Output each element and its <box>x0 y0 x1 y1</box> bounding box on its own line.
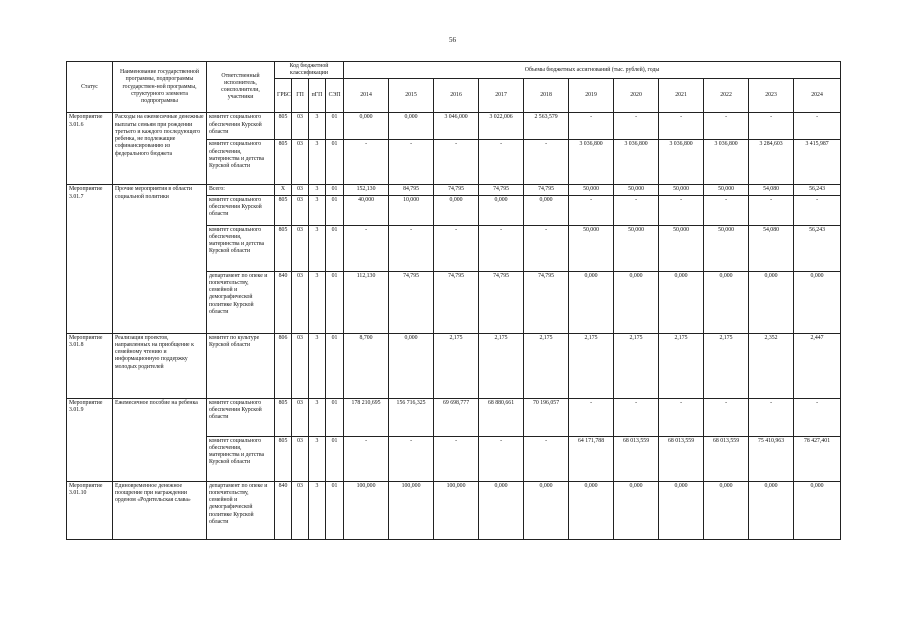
code-cell: 01 <box>326 398 344 436</box>
header-year: 2018 <box>524 79 569 113</box>
value-cell: 0,000 <box>749 271 794 333</box>
value-cell: - <box>434 140 479 185</box>
value-cell: 2,447 <box>794 333 841 398</box>
value-cell: 112,130 <box>344 271 389 333</box>
header-year: 2017 <box>479 79 524 113</box>
value-cell: 0,000 <box>659 271 704 333</box>
value-cell: 2,175 <box>659 333 704 398</box>
value-cell: - <box>569 398 614 436</box>
header-year: 2022 <box>704 79 749 113</box>
value-cell: 100,000 <box>389 481 434 539</box>
header-budget-code: Код бюджетной классификации <box>275 62 344 79</box>
executor-cell: комитет социального обеспечения, материнства и детства Курской области <box>207 140 275 185</box>
executor-cell: комитет по культуре Курской области <box>207 333 275 398</box>
value-cell: 74,795 <box>479 185 524 195</box>
value-cell: 0,000 <box>524 481 569 539</box>
value-cell: - <box>344 436 389 481</box>
value-cell: 152,130 <box>344 185 389 195</box>
value-cell: 0,000 <box>479 195 524 225</box>
executor-cell: департамент по опеке и попечительству, семейной и демографической политике Курской области <box>207 481 275 539</box>
name-cell: Расходы на ежемесячные денежные выплаты семьям при рождении третьего и каждого последующего ребенка, не подлежащие софинансированию из федерального бюджета <box>113 113 207 185</box>
value-cell: 2,175 <box>569 333 614 398</box>
value-cell: 68 013,559 <box>659 436 704 481</box>
code-cell: 03 <box>292 436 309 481</box>
value-cell: - <box>434 225 479 271</box>
code-cell: 01 <box>326 481 344 539</box>
value-cell: 50,000 <box>569 225 614 271</box>
header-code-col: ГРБС <box>275 79 292 113</box>
code-cell: 840 <box>275 481 292 539</box>
value-cell: - <box>659 113 704 140</box>
value-cell: 50,000 <box>614 225 659 271</box>
value-cell: - <box>389 436 434 481</box>
value-cell: 100,000 <box>344 481 389 539</box>
value-cell: 64 171,788 <box>569 436 614 481</box>
value-cell: - <box>569 195 614 225</box>
value-cell: 74,795 <box>434 185 479 195</box>
value-cell: 50,000 <box>569 185 614 195</box>
value-cell: 3 415,987 <box>794 140 841 185</box>
code-cell: 01 <box>326 113 344 140</box>
value-cell: - <box>794 398 841 436</box>
value-cell: 68 013,559 <box>704 436 749 481</box>
value-cell: - <box>479 436 524 481</box>
value-cell: 0,000 <box>344 113 389 140</box>
value-cell: 40,000 <box>344 195 389 225</box>
value-cell: 70 196,057 <box>524 398 569 436</box>
code-cell: 03 <box>292 195 309 225</box>
value-cell: 3 046,000 <box>434 113 479 140</box>
header-year: 2021 <box>659 79 704 113</box>
code-cell: 3 <box>309 195 326 225</box>
code-cell: 3 <box>309 481 326 539</box>
code-cell: 03 <box>292 398 309 436</box>
status-cell: Мероприятие 3.01.9 <box>67 398 113 481</box>
header-year: 2023 <box>749 79 794 113</box>
value-cell: 50,000 <box>614 185 659 195</box>
value-cell: - <box>704 195 749 225</box>
value-cell: 74,795 <box>524 185 569 195</box>
header-volumes: Объемы бюджетных ассигнований (тыс. рублей), годы <box>344 62 841 79</box>
value-cell: 0,000 <box>389 333 434 398</box>
header-status: Статус <box>67 62 113 113</box>
value-cell: 84,795 <box>389 185 434 195</box>
value-cell: - <box>524 225 569 271</box>
code-cell: 3 <box>309 436 326 481</box>
value-cell: 0,000 <box>704 271 749 333</box>
value-cell: 68 880,661 <box>479 398 524 436</box>
code-cell: 03 <box>292 113 309 140</box>
value-cell: 2,175 <box>704 333 749 398</box>
value-cell: - <box>389 225 434 271</box>
value-cell: 54,080 <box>749 185 794 195</box>
value-cell: 78 427,401 <box>794 436 841 481</box>
code-cell: 805 <box>275 398 292 436</box>
code-cell: 805 <box>275 225 292 271</box>
value-cell: 8,700 <box>344 333 389 398</box>
value-cell: - <box>344 225 389 271</box>
value-cell: - <box>434 436 479 481</box>
value-cell: 68 013,559 <box>614 436 659 481</box>
code-cell: 3 <box>309 398 326 436</box>
value-cell: 75 410,963 <box>749 436 794 481</box>
header-year: 2016 <box>434 79 479 113</box>
value-cell: - <box>479 140 524 185</box>
budget-table <box>66 61 841 540</box>
value-cell: 3 036,800 <box>614 140 659 185</box>
code-cell: 01 <box>326 185 344 195</box>
table-row <box>67 481 841 539</box>
value-cell: 74,795 <box>389 271 434 333</box>
name-cell: Прочие мероприятия в области социальной политики <box>113 185 207 333</box>
code-cell: 3 <box>309 113 326 140</box>
code-cell: 03 <box>292 271 309 333</box>
value-cell: 2,175 <box>434 333 479 398</box>
value-cell: 2 563,579 <box>524 113 569 140</box>
code-cell: 01 <box>326 333 344 398</box>
header-code-col: ГП <box>292 79 309 113</box>
executor-cell: Всего: <box>207 185 275 195</box>
code-cell: 805 <box>275 436 292 481</box>
value-cell: - <box>479 225 524 271</box>
executor-cell: департамент по опеке и попечительству, семейной и демографической политике Курской области <box>207 271 275 333</box>
code-cell: 01 <box>326 436 344 481</box>
value-cell: 3 036,800 <box>659 140 704 185</box>
value-cell: 0,000 <box>794 271 841 333</box>
value-cell: - <box>704 113 749 140</box>
code-cell: 3 <box>309 140 326 185</box>
value-cell: - <box>749 113 794 140</box>
header-year: 2019 <box>569 79 614 113</box>
code-cell: 01 <box>326 140 344 185</box>
value-cell: - <box>614 195 659 225</box>
value-cell: 56,243 <box>794 225 841 271</box>
value-cell: - <box>749 398 794 436</box>
code-cell: 806 <box>275 333 292 398</box>
code-cell: 3 <box>309 185 326 195</box>
executor-cell: комитет социального обеспечения, материнства и детства Курской области <box>207 436 275 481</box>
code-cell: 03 <box>292 185 309 195</box>
value-cell: - <box>524 436 569 481</box>
code-cell: 840 <box>275 271 292 333</box>
executor-cell: комитет социального обеспечения Курской области <box>207 398 275 436</box>
value-cell: 54,080 <box>749 225 794 271</box>
table-row <box>67 398 841 436</box>
value-cell: 0,000 <box>389 113 434 140</box>
name-cell: Реализация проектов, направленных на приобщение к семейному чтению и информационную поддержку молодых родителей <box>113 333 207 398</box>
table-row <box>67 185 841 195</box>
value-cell: - <box>659 195 704 225</box>
value-cell: 2,175 <box>614 333 659 398</box>
status-cell: Мероприятие 3.01.10 <box>67 481 113 539</box>
value-cell: 10,000 <box>389 195 434 225</box>
status-cell: Мероприятие 3.01.7 <box>67 185 113 333</box>
value-cell: 74,795 <box>479 271 524 333</box>
value-cell: - <box>749 195 794 225</box>
page-number: 56 <box>449 36 456 44</box>
code-cell: 03 <box>292 333 309 398</box>
code-cell: 3 <box>309 225 326 271</box>
executor-cell: комитет социального обеспечения Курской области <box>207 195 275 225</box>
value-cell: 56,243 <box>794 185 841 195</box>
status-cell: Мероприятие 3.01.6 <box>67 113 113 185</box>
value-cell: - <box>704 398 749 436</box>
value-cell: 3 036,800 <box>569 140 614 185</box>
value-cell: 2,175 <box>524 333 569 398</box>
value-cell: 74,795 <box>524 271 569 333</box>
name-cell: Единовременное денежное поощрение при награждении орденом «Родительская слава» <box>113 481 207 539</box>
value-cell: - <box>389 140 434 185</box>
value-cell: 0,000 <box>479 481 524 539</box>
value-cell: 50,000 <box>704 225 749 271</box>
header-executor: Ответственный исполнитель, соисполнители, участники <box>207 62 275 113</box>
value-cell: 0,000 <box>569 481 614 539</box>
value-cell: 74,795 <box>434 271 479 333</box>
value-cell: 156 716,325 <box>389 398 434 436</box>
value-cell: 0,000 <box>704 481 749 539</box>
value-cell: 2,352 <box>749 333 794 398</box>
code-cell: 805 <box>275 195 292 225</box>
value-cell: 69 698,777 <box>434 398 479 436</box>
header-year: 2015 <box>389 79 434 113</box>
value-cell: 2,175 <box>479 333 524 398</box>
value-cell: - <box>524 140 569 185</box>
value-cell: 50,000 <box>659 185 704 195</box>
code-cell: 03 <box>292 140 309 185</box>
value-cell: 178 210,695 <box>344 398 389 436</box>
value-cell: - <box>614 113 659 140</box>
header-code-col: СЭП <box>326 79 344 113</box>
value-cell: 3 284,603 <box>749 140 794 185</box>
value-cell: 0,000 <box>614 481 659 539</box>
code-cell: 3 <box>309 333 326 398</box>
value-cell: - <box>794 113 841 140</box>
value-cell: 0,000 <box>614 271 659 333</box>
code-cell: 01 <box>326 225 344 271</box>
value-cell: 3 022,006 <box>479 113 524 140</box>
value-cell: 3 036,800 <box>704 140 749 185</box>
code-cell: 805 <box>275 140 292 185</box>
value-cell: 0,000 <box>434 195 479 225</box>
value-cell: - <box>344 140 389 185</box>
code-cell: 03 <box>292 225 309 271</box>
header-code-col: пГП <box>309 79 326 113</box>
code-cell: 3 <box>309 271 326 333</box>
value-cell: 0,000 <box>794 481 841 539</box>
code-cell: 01 <box>326 271 344 333</box>
code-cell: 805 <box>275 113 292 140</box>
status-cell: Мероприятие 3.01.8 <box>67 333 113 398</box>
value-cell: 0,000 <box>524 195 569 225</box>
header-year: 2024 <box>794 79 841 113</box>
value-cell: - <box>794 195 841 225</box>
code-cell: 01 <box>326 195 344 225</box>
value-cell: - <box>569 113 614 140</box>
value-cell: 0,000 <box>749 481 794 539</box>
value-cell: - <box>659 398 704 436</box>
executor-cell: комитет социального обеспечения, материнства и детства Курской области <box>207 225 275 271</box>
header-year: 2014 <box>344 79 389 113</box>
executor-cell: комитет социального обеспечения Курской области <box>207 113 275 140</box>
name-cell: Ежемесячное пособие на ребенка <box>113 398 207 481</box>
header-year: 2020 <box>614 79 659 113</box>
value-cell: 50,000 <box>659 225 704 271</box>
code-cell: Х <box>275 185 292 195</box>
table-row <box>67 113 841 140</box>
value-cell: 100,000 <box>434 481 479 539</box>
code-cell: 03 <box>292 481 309 539</box>
value-cell: 0,000 <box>659 481 704 539</box>
header-name: Наименование государственной программы, подпрограммы государствен-ной программы, структурного элемента подпрограммы <box>113 62 207 113</box>
table-row <box>67 333 841 398</box>
value-cell: - <box>614 398 659 436</box>
value-cell: 50,000 <box>704 185 749 195</box>
value-cell: 0,000 <box>569 271 614 333</box>
